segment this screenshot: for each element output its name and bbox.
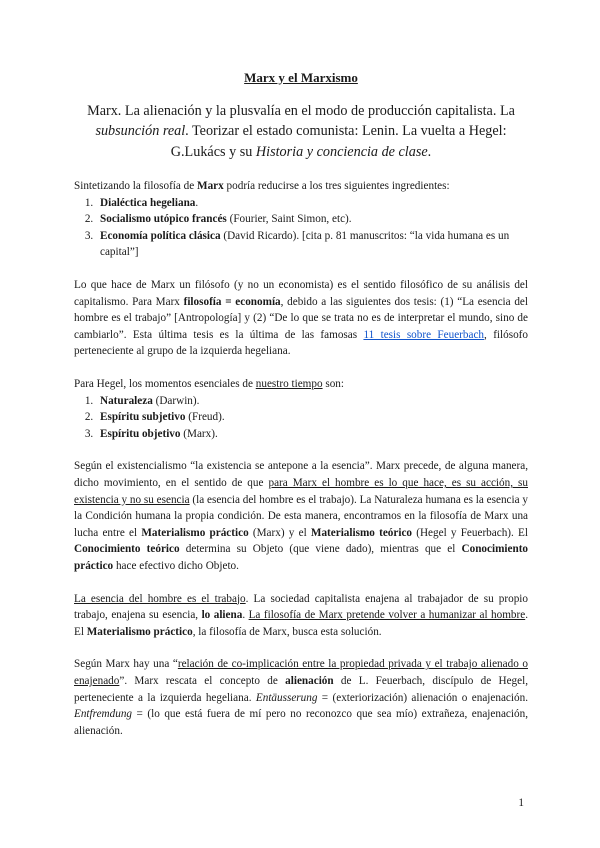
list-item <box>96 393 528 410</box>
italic-run: Entäusserung <box>255 691 318 704</box>
page-content <box>74 70 528 739</box>
text-run: hace efectivo dicho Objeto. <box>113 559 239 572</box>
list-item <box>96 228 528 261</box>
text-run: . <box>195 196 199 209</box>
text-run: , debido a las siguientes dos tesis: (1) “La esencia del hombre es el trabajo” [Antropología] y (2) “De lo que se trata no es de interpretar el mundo, sino de cambiarlo”. Esta última tesis es la última de las famosas <box>74 295 528 341</box>
spacer <box>74 360 528 376</box>
text-run: (la esencia del hombre es el trabajo). La Naturaleza humana es la esencia y la Condición humana la propia condición. De esta manera, encontramos en la filosofía de Marx una lucha entre el <box>74 493 528 539</box>
paragraph-existentialism <box>74 458 528 574</box>
spacer <box>74 640 528 656</box>
text-run: ”. Marx rescata el concepto de <box>119 674 286 687</box>
paragraph-hegel <box>74 376 528 393</box>
bold-run: Marx <box>197 180 224 193</box>
ingredients-list <box>74 195 528 261</box>
text-run: Para Hegel, los momentos esenciales de <box>74 378 256 391</box>
list-item <box>96 211 528 228</box>
feuerbach-theses-link[interactable]: 11 tesis sobre Feuerbach <box>363 328 485 341</box>
text-run: Según el existencialismo “la existencia se antepone a la esencia”. Marx precede, de alguna manera, dicho movimiento, en el sentido de que <box>74 460 528 489</box>
text-run: , la filosofía de Marx, busca esta solución. <box>192 625 382 638</box>
spacer <box>74 442 528 458</box>
text-run: = (exteriorización) alienación o enajenación. <box>317 691 528 704</box>
document-subtitle <box>74 101 528 163</box>
text-run: Lo que hace de Marx un filósofo (y no un economista) es el sentido filosófico de su análisis del capitalismo. Para Marx <box>74 279 528 308</box>
text-run: (Marx) y el <box>248 526 311 539</box>
document-title: Marx y el Marxismo <box>244 70 358 85</box>
text-run: (Freud). <box>185 411 225 424</box>
bold-run: Espíritu objetivo <box>100 427 181 440</box>
spacer <box>74 575 528 591</box>
bold-run: Materialismo teórico <box>310 526 413 539</box>
text-run: . <box>242 609 249 622</box>
text-run: podría reducirse a los tres siguientes ingredientes: <box>223 180 450 193</box>
underlined-run: para Marx el hombre es lo que hace, es su acción, su existencia y no su esencia <box>74 477 528 506</box>
page-number: 1 <box>518 797 524 809</box>
paragraph-alienation <box>74 656 528 739</box>
intro-paragraph <box>74 178 528 195</box>
moments-list <box>74 393 528 443</box>
text-run: determina su Objeto (que viene dado), mientras que el <box>179 543 462 556</box>
text-run: = (lo que está fuera de mí pero no reconozco que sea mío) extrañeza, enajenación, alienación. <box>74 708 528 737</box>
text-run: (Fourier, Saint Simon, etc). <box>226 213 352 226</box>
text-run: (Hegel y Feuerbach). El <box>412 526 528 539</box>
bold-run: lo aliena <box>201 609 243 622</box>
text-run: de L. Feuerbach, discípulo de Hegel, perteneciente a la izquierda hegeliana. <box>74 674 529 704</box>
list-item <box>96 195 528 212</box>
underlined-run: relación de co-implicación entre la propiedad privada y el trabajo alienado o enajenado <box>74 658 528 687</box>
list-item <box>96 426 528 443</box>
bold-run: filosofía = economía <box>183 295 281 308</box>
bold-run: Socialismo utópico francés <box>100 213 227 226</box>
underlined-run: nuestro tiempo <box>255 378 323 391</box>
italic-run: Entfremdung <box>74 708 133 721</box>
text-run: Según Marx hay una “ <box>74 658 178 671</box>
text-run: (Darwin). <box>152 394 200 407</box>
paragraph-philosophy-economy <box>74 277 528 360</box>
bold-run: Dialéctica hegeliana <box>100 196 196 209</box>
list-item <box>96 409 528 426</box>
bold-run: Espíritu subjetivo <box>100 411 186 424</box>
subtitle-italic: Historia y conciencia de clase <box>255 143 428 160</box>
text-run: (David Ricardo). [cita p. 81 manuscritos: “la vida humana es un capital”] <box>100 229 510 259</box>
bold-run: alienación <box>285 674 334 687</box>
text-run: son: <box>322 378 345 391</box>
paragraph-essence-work <box>74 591 528 641</box>
subtitle-text: Marx. La alienación y la plusvalía en el modo de producción capitalista. La <box>87 102 515 119</box>
text-run: . La sociedad capitalista enajena al trabajador de su propio trabajo, enajena su esencia, <box>74 592 528 622</box>
bold-run: Conocimiento práctico <box>74 543 529 572</box>
text-run: , filósofo perteneciente al grupo de la izquierda hegeliana. <box>74 328 528 358</box>
underlined-run: La filosofía de Marx pretende volver a humanizar al hombre <box>248 609 526 622</box>
bold-run: Materialismo práctico <box>141 526 249 539</box>
bold-run: Naturaleza <box>100 394 153 407</box>
text-run: (Marx). <box>180 427 218 440</box>
spacer <box>74 261 528 277</box>
text-run: Sintetizando la filosofía de <box>74 180 198 193</box>
bold-run: Conocimiento teórico <box>74 543 180 556</box>
text-run: . El <box>74 609 528 638</box>
subtitle-text: . Teorizar el estado comunista: Lenin. La vuelta a Hegel: G.Lukács y su <box>170 123 507 160</box>
underlined-run: La esencia del hombre es el trabajo <box>74 592 246 605</box>
bold-run: Economía política clásica <box>100 229 221 242</box>
subtitle-text: . <box>427 143 432 160</box>
subtitle-italic: subsunción real <box>95 123 186 140</box>
bold-run: Materialismo práctico <box>86 625 193 638</box>
